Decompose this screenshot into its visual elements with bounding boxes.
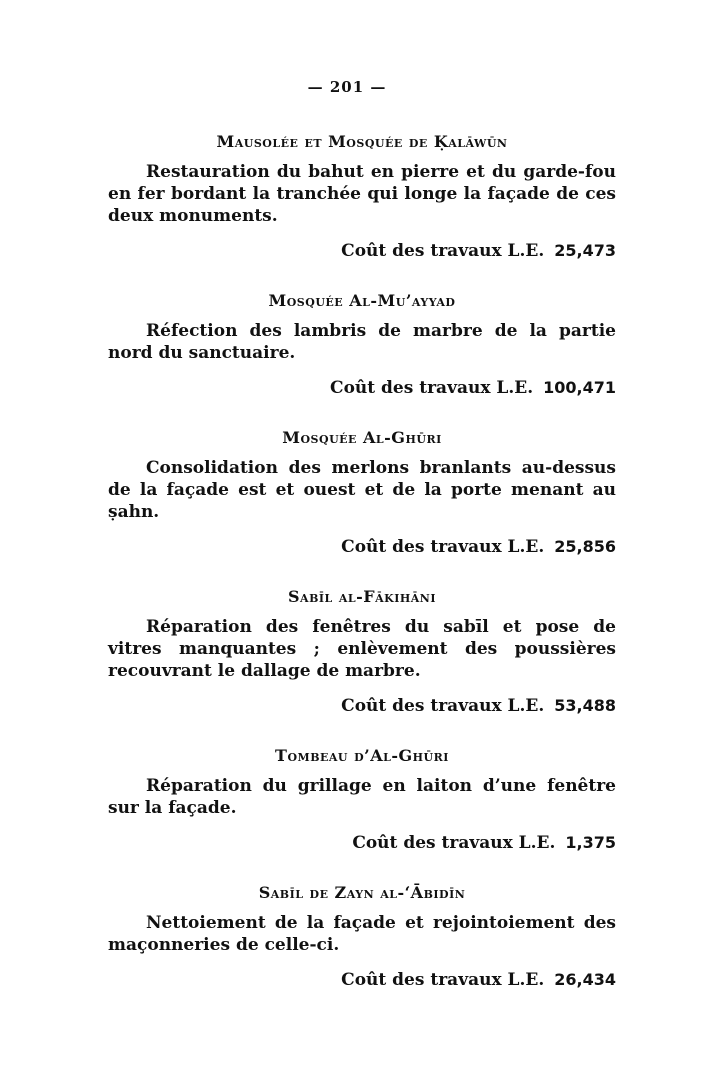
section-title: Mosquée Al-Ghūri <box>282 428 442 447</box>
cost-line <box>108 537 616 557</box>
cost-label: Coût des travaux L.E. <box>352 833 556 853</box>
cost-line <box>108 241 616 261</box>
section-title: Tombeau d’Al-Ghūri <box>275 746 449 765</box>
section-title: Mosquée Al-Mu’ayyad <box>268 291 456 310</box>
cost-amount: 100,471 <box>543 378 616 397</box>
section-tombeau-al-ghuri <box>108 746 616 853</box>
document-page <box>108 78 616 1020</box>
section-sabil-zayn-al-abidin <box>108 883 616 990</box>
section-body: Consolidation des merlons branlants au-dessus de la façade est et ouest et de la porte menant au ṣahn. <box>108 458 616 522</box>
cost-line <box>108 696 616 716</box>
section-title: Sabīl de Zayn al-‘Ābidīn <box>258 883 466 902</box>
cost-line <box>108 833 616 853</box>
section-al-muayyad <box>108 291 616 398</box>
cost-label: Coût des travaux L.E. <box>341 241 545 261</box>
cost-line <box>108 378 616 398</box>
cost-amount: 53,488 <box>554 696 616 715</box>
cost-label: Coût des travaux L.E. <box>341 970 545 990</box>
cost-label: Coût des travaux L.E. <box>341 696 545 716</box>
section-body: Restauration du bahut en pierre et du garde-fou en fer bordant la tranchée qui longe la façade de ces deux monuments. <box>108 162 616 226</box>
cost-amount: 25,856 <box>554 537 616 556</box>
cost-label: Coût des travaux L.E. <box>341 537 545 557</box>
section-al-ghuri <box>108 428 616 557</box>
section-body: Réparation des fenêtres du sabīl et pose de vitres manquantes ; enlèvement des poussières recouvrant le dallage de marbre. <box>108 617 616 681</box>
section-body: Réfection des lambris de marbre de la partie nord du sanctuaire. <box>108 321 616 363</box>
section-body: Réparation du grillage en laiton d’une fenêtre sur la façade. <box>108 776 616 818</box>
cost-amount: 1,375 <box>565 833 616 852</box>
section-title: Sabīl al-Fākihāni <box>288 587 436 606</box>
cost-amount: 25,473 <box>554 241 616 260</box>
page-number: — 201 — <box>307 78 387 96</box>
cost-label: Coût des travaux L.E. <box>330 378 534 398</box>
section-kalawun <box>108 132 616 261</box>
cost-line <box>108 970 616 990</box>
section-sabil-al-fakihani <box>108 587 616 716</box>
cost-amount: 26,434 <box>554 970 616 989</box>
section-title: Mausolée et Mosquée de Ḳalāwūn <box>216 132 508 151</box>
section-body: Nettoiement de la façade et rejointoiement des maçonneries de celle-ci. <box>108 913 616 955</box>
